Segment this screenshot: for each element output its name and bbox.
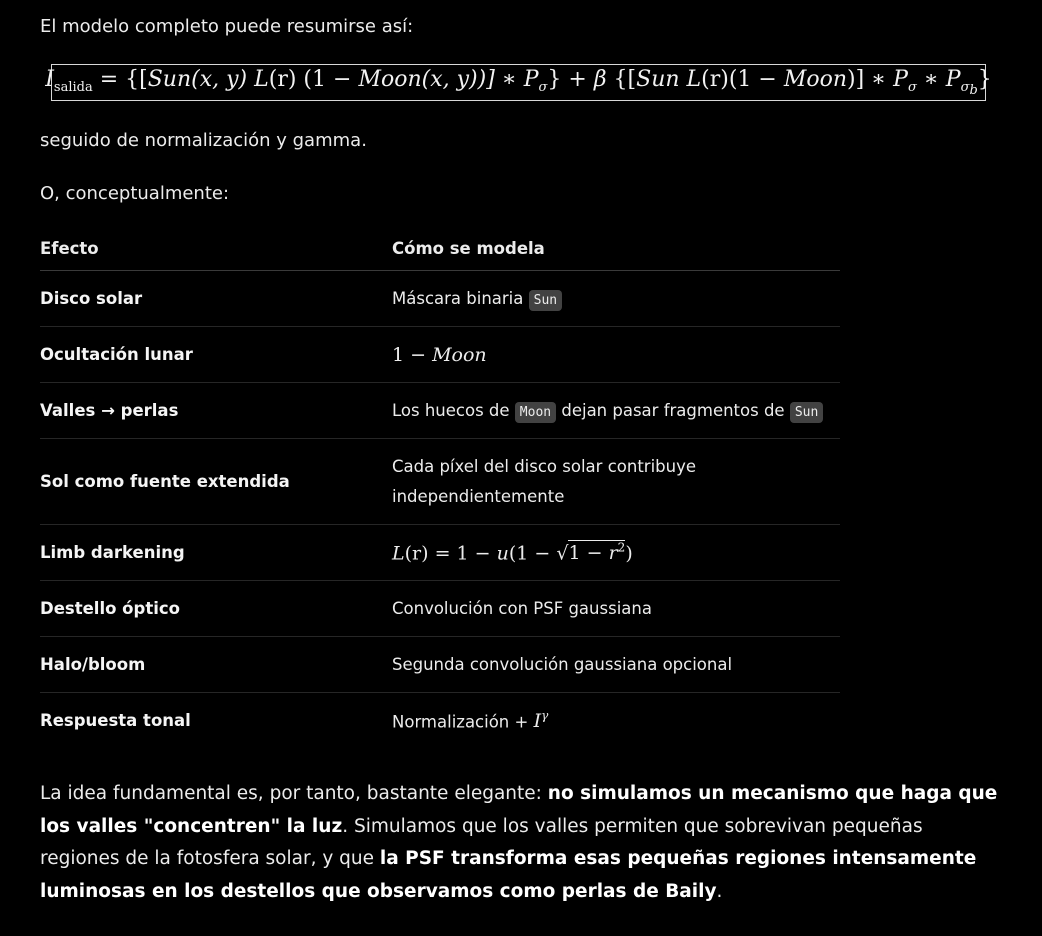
concept-paragraph: O, conceptualmente:	[40, 183, 230, 204]
formula-subscript: σ	[960, 80, 970, 95]
formula-part: } +	[547, 67, 594, 92]
math-expression	[392, 344, 487, 366]
math-part: )	[625, 542, 633, 565]
table-row	[40, 327, 840, 383]
model-cell	[392, 327, 840, 383]
formula-symbol: β	[593, 67, 607, 92]
math-symbol: r	[608, 542, 618, 565]
table-header-row	[40, 226, 840, 271]
math-symbol: u	[496, 542, 509, 565]
math-expression	[392, 540, 633, 564]
formula-part: (x, y)	[191, 67, 255, 92]
formula-symbol: I	[45, 67, 54, 92]
table-row	[40, 383, 840, 439]
model-cell: Convolución con PSF gaussiana	[392, 581, 840, 637]
formula-symbol: Sun	[147, 67, 192, 92]
model-text: Cada píxel del disco solar contribuye	[392, 456, 697, 476]
formula-part: {[	[606, 67, 637, 92]
math-symbol: Moon	[432, 343, 487, 366]
math-part: 1 −	[568, 542, 609, 565]
formula-subscript: b	[969, 83, 978, 98]
effect-cell: Disco solar	[40, 271, 392, 327]
formula-subscript: σ	[538, 80, 548, 95]
inline-code: Sun	[790, 402, 823, 423]
header-effect: Efecto	[40, 226, 392, 271]
table-row	[40, 525, 840, 581]
final-bold-text: la PSF transforma esas pequeñas regiones intensamente luminosas en los destellos que observamos como perlas de Baily	[40, 848, 977, 902]
formula-subscript: σ	[907, 80, 917, 95]
table-row	[40, 693, 840, 749]
formula-part: (r) (1 −	[268, 67, 359, 92]
effect-cell: Limb darkening	[40, 525, 392, 581]
effect-cell: Respuesta tonal	[40, 711, 191, 730]
model-text: Máscara binaria	[392, 289, 529, 308]
formula-symbol: P	[893, 67, 908, 92]
final-text: La idea fundamental es, por tanto, bastante elegante:	[40, 783, 548, 804]
table-row	[40, 637, 840, 693]
model-text: dejan pasar fragmentos de	[556, 401, 790, 420]
math-symbol: I	[533, 710, 542, 733]
math-part: (1 − √	[508, 542, 569, 565]
math-exponent: γ	[541, 708, 549, 723]
effect-cell: Sol como fuente extendida	[40, 439, 392, 525]
formula-subscript: salida	[53, 80, 93, 95]
model-text: Normalización +	[392, 712, 534, 732]
model-cell: Segunda convolución gaussiana opcional	[392, 637, 840, 693]
final-text: .	[716, 880, 723, 902]
effect-cell: Valles → perlas	[40, 383, 392, 439]
formula-part: )] ∗	[847, 67, 894, 92]
model-text: independientemente	[392, 486, 565, 506]
formula-symbol: Moon	[783, 67, 848, 92]
final-paragraph	[40, 778, 1005, 908]
formula-symbol: Moon	[358, 67, 422, 92]
math-exponent: 2	[617, 540, 626, 555]
table-row	[40, 581, 840, 637]
final-text: . Simulamos que los valles permiten que sobrevivan pequeñas regiones de la fotosfera solar, y que	[40, 815, 923, 869]
formula-part: (x, y))] ∗	[421, 67, 524, 92]
formula-symbol: Sun	[636, 67, 687, 92]
table-row	[40, 271, 840, 327]
math-expression	[534, 710, 549, 732]
final-bold-text: no simulamos un mecanismo que haga que los valles "concentren" la luz	[40, 783, 998, 837]
formula-symbol: L	[686, 67, 702, 92]
formula-symbol: L	[254, 67, 269, 92]
formula	[45, 67, 992, 98]
after-formula-paragraph: seguido de normalización y gamma.	[40, 130, 367, 151]
inline-code: Sun	[529, 290, 562, 311]
formula-box	[45, 64, 992, 101]
inline-code: Moon	[515, 402, 556, 423]
model-cell	[392, 525, 840, 581]
formula-part: = {[	[92, 67, 148, 92]
effect-cell: Halo/bloom	[40, 637, 392, 693]
intro-paragraph: El modelo completo puede resumirse así:	[40, 16, 414, 37]
model-cell	[392, 693, 840, 749]
model-cell	[392, 439, 840, 525]
formula-symbol: P	[523, 67, 539, 92]
formula-part: (r)(1 −	[701, 67, 784, 92]
math-symbol: L	[392, 542, 405, 565]
formula-part: }	[977, 67, 992, 92]
model-cell	[392, 383, 840, 439]
math-part: (r) = 1 −	[404, 542, 497, 565]
effect-cell: Destello óptico	[40, 581, 392, 637]
header-model: Cómo se modela	[392, 226, 840, 271]
model-table	[40, 226, 840, 748]
model-text: Los huecos de	[392, 401, 515, 420]
effect-cell: Ocultación lunar	[40, 327, 392, 383]
model-cell	[392, 271, 840, 327]
math-part: 1 −	[392, 343, 433, 366]
formula-symbol: P	[945, 67, 961, 92]
sqrt-radicand	[568, 540, 625, 564]
table-row	[40, 439, 840, 525]
formula-part: ∗	[916, 67, 946, 92]
